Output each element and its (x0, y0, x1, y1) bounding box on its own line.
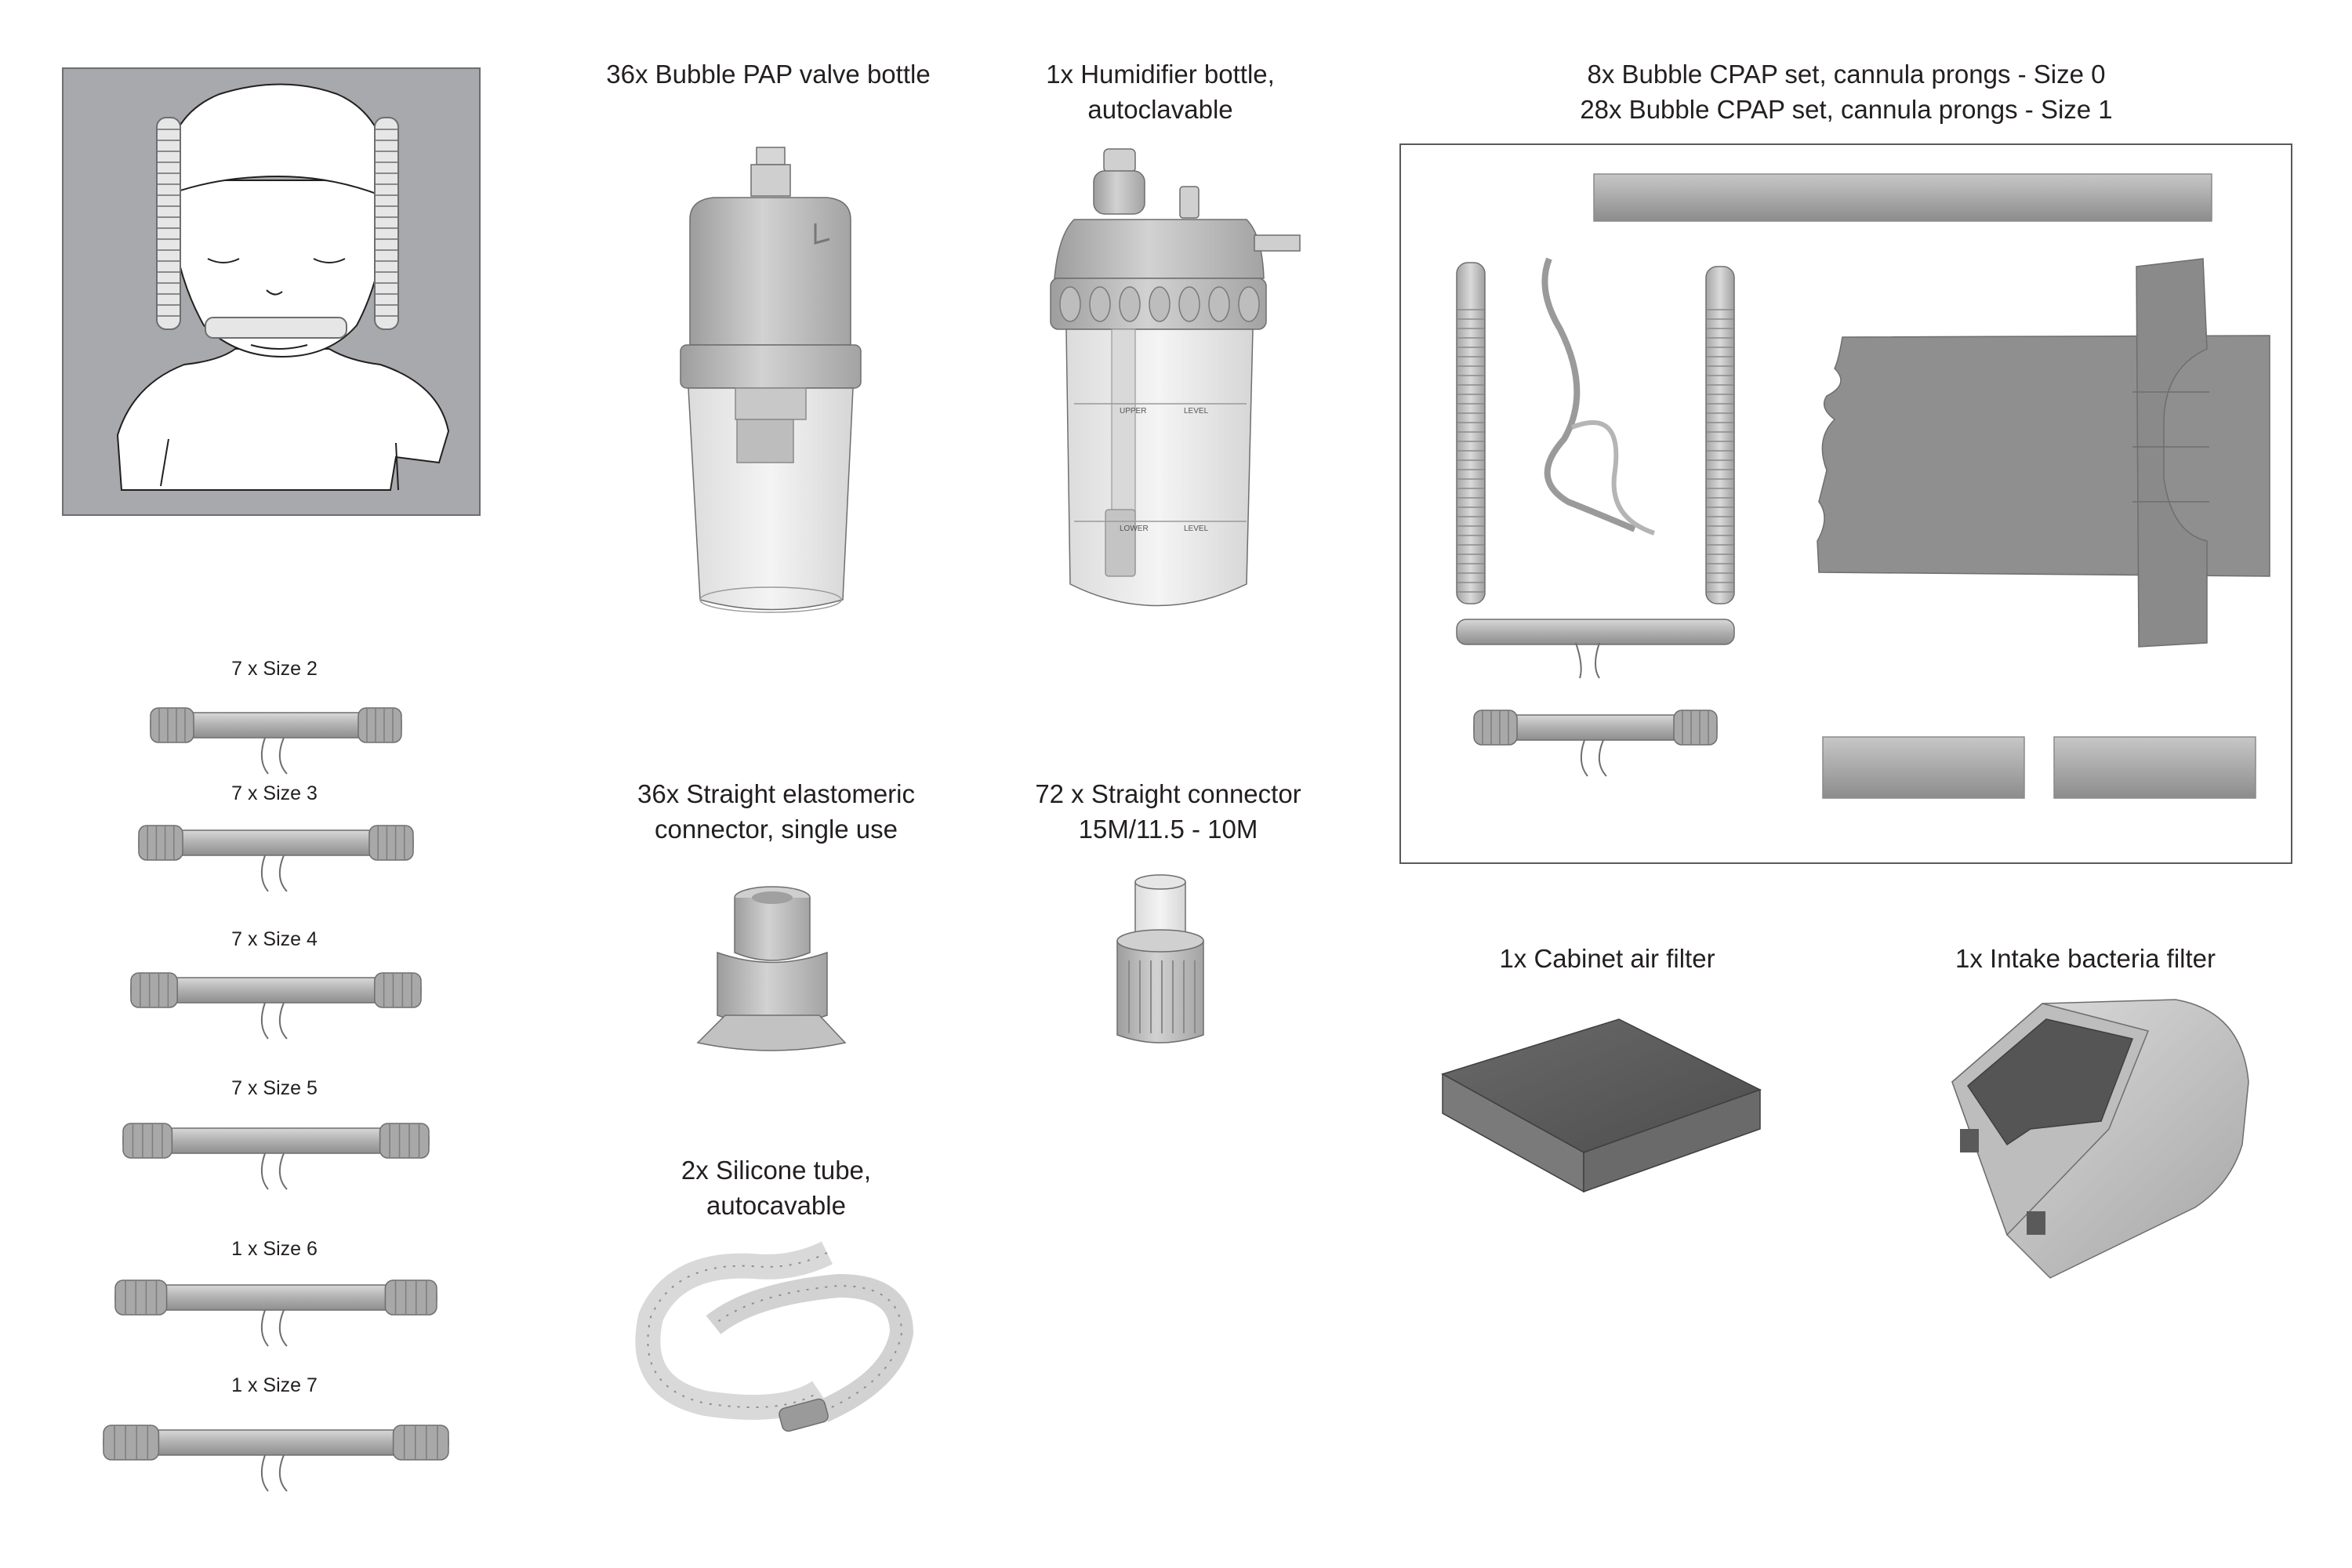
prong-size-label: 7 x Size 5 (231, 1077, 318, 1099)
cannula-prong (139, 826, 413, 891)
lower-mark: LOWER (1120, 524, 1149, 533)
elastomeric-connector-label: 36x Straight elastomeric connector, single use (637, 779, 915, 844)
prong-size-label: 7 x Size 3 (231, 782, 318, 804)
velcro-strip-left (1823, 737, 2024, 798)
bubble-pap-valve-bottle-illustration (681, 147, 861, 612)
intake-bacteria-filter-illustration (1952, 1000, 2249, 1278)
cannula-prong (115, 1280, 437, 1346)
cabinet-air-filter-illustration (1443, 1019, 1760, 1192)
cpap-set-box (1400, 144, 2292, 863)
silicone-tube-label: 2x Silicone tube, autocavable (681, 1156, 872, 1220)
straight-connector-illustration (1117, 875, 1203, 1043)
infant-with-cannula-illustration (63, 68, 480, 515)
cannula-prong (123, 1123, 429, 1189)
upper-mark: UPPER (1120, 407, 1147, 416)
intake-bacteria-filter-label: 1x Intake bacteria filter (1955, 944, 2216, 973)
cap-strip (1594, 174, 2212, 221)
lower-level-mark: LEVEL (1184, 524, 1209, 533)
cpap-set-label: 8x Bubble CPAP set, cannula prongs - Size 0 28x Bubble CPAP set, cannula prongs - Size 1 (1580, 60, 2113, 124)
prong-size-label: 7 x Size 2 (231, 658, 318, 680)
straight-connector-label: 72 x Straight connector 15M/11.5 - 10M (1035, 779, 1301, 844)
prong-size-label: 1 x Size 7 (231, 1374, 318, 1396)
humidifier-bottle-illustration (1051, 149, 1300, 606)
silicone-tube-illustration (648, 1253, 902, 1432)
elastomeric-connector-illustration (698, 887, 845, 1051)
valve-bottle-label: 36x Bubble PAP valve bottle (606, 60, 931, 89)
prong-size-label: 1 x Size 6 (231, 1238, 318, 1260)
humidifier-bottle-label: 1x Humidifier bottle, autoclavable (1046, 60, 1275, 124)
cabinet-air-filter-label: 1x Cabinet air filter (1499, 944, 1715, 973)
cannula-prong (103, 1425, 448, 1491)
prong-size-label: 7 x Size 4 (231, 928, 318, 950)
cannula-prong (131, 973, 421, 1039)
upper-level-mark: LEVEL (1184, 407, 1209, 416)
cannula-prong (151, 708, 401, 774)
velcro-strip-right (2054, 737, 2256, 798)
